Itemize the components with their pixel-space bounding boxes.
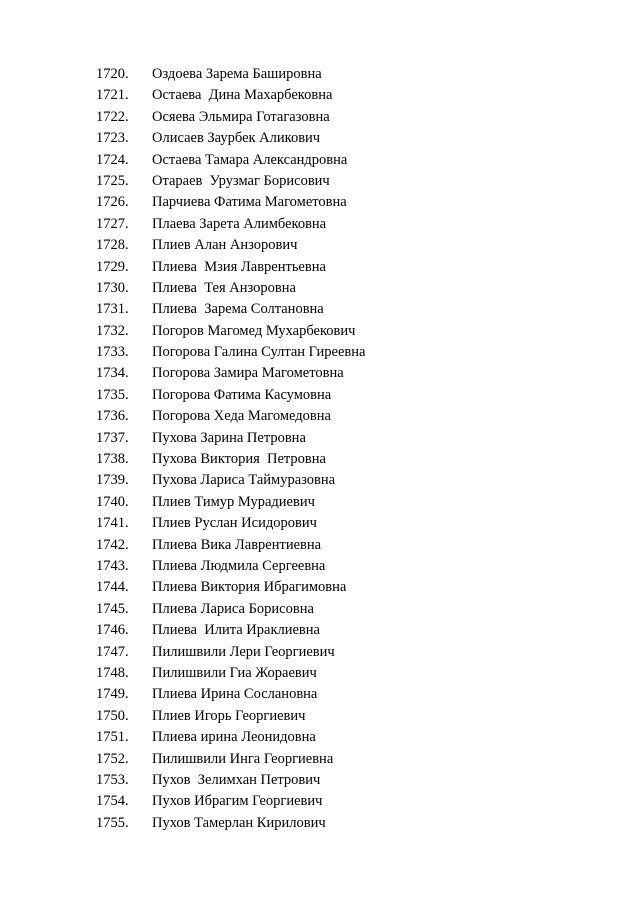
entry-name: Пухов Зелимхан Петрович — [152, 771, 321, 788]
list-item — [96, 428, 365, 449]
entry-number: 1723. — [96, 130, 129, 147]
list-item — [96, 449, 365, 470]
entry-name: Плиева Тея Анзоровна — [152, 279, 296, 296]
entry-name: Остаева Дина Махарбековна — [152, 87, 333, 104]
entry-name: Олисаев Заурбек Аликович — [152, 130, 321, 147]
list-item — [96, 406, 365, 427]
list-item — [96, 214, 365, 235]
entry-name: Плиева Лариса Борисовна — [152, 600, 314, 617]
list-item — [96, 706, 365, 727]
list-item — [96, 385, 365, 406]
list-item — [96, 535, 365, 556]
entry-name: Плиева Ирина Сослановна — [152, 686, 318, 703]
list-item — [96, 620, 365, 641]
entry-number: 1728. — [96, 237, 129, 254]
entry-number: 1729. — [96, 258, 129, 275]
entry-number: 1742. — [96, 536, 129, 553]
entry-name: Пухова Зарина Петровна — [152, 429, 306, 446]
list-item — [96, 321, 365, 342]
entry-number: 1724. — [96, 151, 129, 168]
entry-name: Погорова Замира Магометовна — [152, 365, 344, 382]
list-item — [96, 299, 365, 320]
entry-number: 1744. — [96, 579, 129, 596]
entry-name: Осяева Эльмира Готагазовна — [152, 108, 330, 125]
entry-name: Оздоева Зарема Башировна — [152, 66, 322, 82]
entry-number: 1733. — [96, 344, 129, 361]
list-item — [96, 684, 365, 705]
entry-name: Плиев Алан Анзорович — [152, 237, 298, 254]
entry-name: Плиева Мзия Лаврентьевна — [152, 258, 326, 275]
entry-name: Пухова Лариса Таймуразовна — [152, 472, 336, 489]
entry-name: Плиева Зарема Солтановна — [152, 301, 324, 318]
entry-name: Пухов Ибрагим Георгиевич — [152, 793, 323, 810]
entry-name: Погорова Фатима Касумовна — [152, 386, 332, 403]
entry-name: Плиева Вика Лаврентиевна — [152, 536, 322, 553]
list-item — [96, 235, 365, 256]
entry-name: Пилишвили Гиа Жораевич — [152, 664, 317, 681]
entry-number: 1727. — [96, 215, 129, 232]
entry-name: Плиев Игорь Георгиевич — [152, 707, 306, 724]
list-item — [96, 150, 365, 171]
entry-number: 1745. — [96, 600, 129, 617]
list-item — [96, 791, 365, 812]
entry-number: 1748. — [96, 664, 129, 681]
list-item — [96, 192, 365, 213]
list-item — [96, 770, 365, 791]
entry-number: 1732. — [96, 322, 129, 339]
entry-name: Пухов Тамерлан Кирилович — [152, 814, 326, 831]
entry-number: 1740. — [96, 493, 129, 510]
list-item — [96, 107, 365, 128]
entry-number: 1735. — [96, 386, 129, 403]
entry-number: 1721. — [96, 87, 129, 104]
list-item — [96, 171, 365, 192]
entry-name: Погорова Хеда Магомедовна — [152, 408, 331, 425]
entry-number: 1737. — [96, 429, 129, 446]
list-item — [96, 556, 365, 577]
entry-number: 1747. — [96, 643, 129, 660]
entry-name: Пухова Виктория Петровна — [152, 451, 326, 468]
list-item — [96, 492, 365, 513]
list-item — [96, 663, 365, 684]
list-item — [96, 257, 365, 278]
entry-name: Остаева Тамара Александровна — [152, 151, 348, 168]
list-item — [96, 642, 365, 663]
entry-name: Погорова Галина Султан Гиреевна — [152, 344, 366, 361]
list-item — [96, 727, 365, 748]
list-item — [96, 342, 365, 363]
entry-name: Парчиева Фатима Магометовна — [152, 194, 347, 211]
entry-number: 1731. — [96, 301, 129, 318]
entry-number: 1753. — [96, 771, 129, 788]
list-item — [96, 470, 365, 491]
list-item — [96, 599, 365, 620]
list-item — [96, 64, 365, 85]
entry-name: Погоров Магомед Мухарбекович — [152, 322, 356, 339]
entry-number: 1739. — [96, 472, 129, 489]
entry-name: Плиева Людмила Сергеевна — [152, 557, 326, 574]
entry-number: 1750. — [96, 707, 129, 724]
list-item — [96, 363, 365, 384]
entry-number: 1725. — [96, 172, 129, 189]
entry-name: Плиева Илита Ираклиевна — [152, 622, 320, 639]
entry-number: 1741. — [96, 515, 129, 532]
entry-name: Отараев Урузмаг Борисович — [152, 172, 330, 189]
entry-number: 1754. — [96, 793, 129, 810]
entry-name: Плаева Зарета Алимбековна — [152, 215, 327, 232]
entry-number: 1730. — [96, 279, 129, 296]
entry-number: 1749. — [96, 686, 129, 703]
entry-name: Пилишвили Инга Георгиевна — [152, 750, 334, 767]
entry-number: 1746. — [96, 622, 129, 639]
entry-number: 1720. — [96, 66, 129, 82]
entry-name: Плиев Руслан Исидорович — [152, 515, 317, 532]
list-item — [96, 577, 365, 598]
entry-name: Плиев Тимур Мурадиевич — [152, 493, 315, 510]
entry-number: 1734. — [96, 365, 129, 382]
entry-name: Пилишвили Лери Георгиевич — [152, 643, 335, 660]
entry-name: Плиева ирина Леонидовна — [152, 729, 316, 746]
entry-number: 1736. — [96, 408, 129, 425]
entry-number: 1743. — [96, 557, 129, 574]
list-item — [96, 749, 365, 770]
entry-number: 1722. — [96, 108, 129, 125]
list-item — [96, 128, 365, 149]
list-item — [96, 278, 365, 299]
list-item — [96, 85, 365, 106]
list-item — [96, 513, 365, 534]
list-item — [96, 813, 365, 834]
entry-number: 1755. — [96, 814, 129, 831]
entry-number: 1738. — [96, 451, 129, 468]
entry-number: 1751. — [96, 729, 129, 746]
entry-number: 1752. — [96, 750, 129, 767]
entry-name: Плиева Виктория Ибрагимовна — [152, 579, 347, 596]
name-list — [96, 64, 365, 834]
entry-number: 1726. — [96, 194, 129, 211]
